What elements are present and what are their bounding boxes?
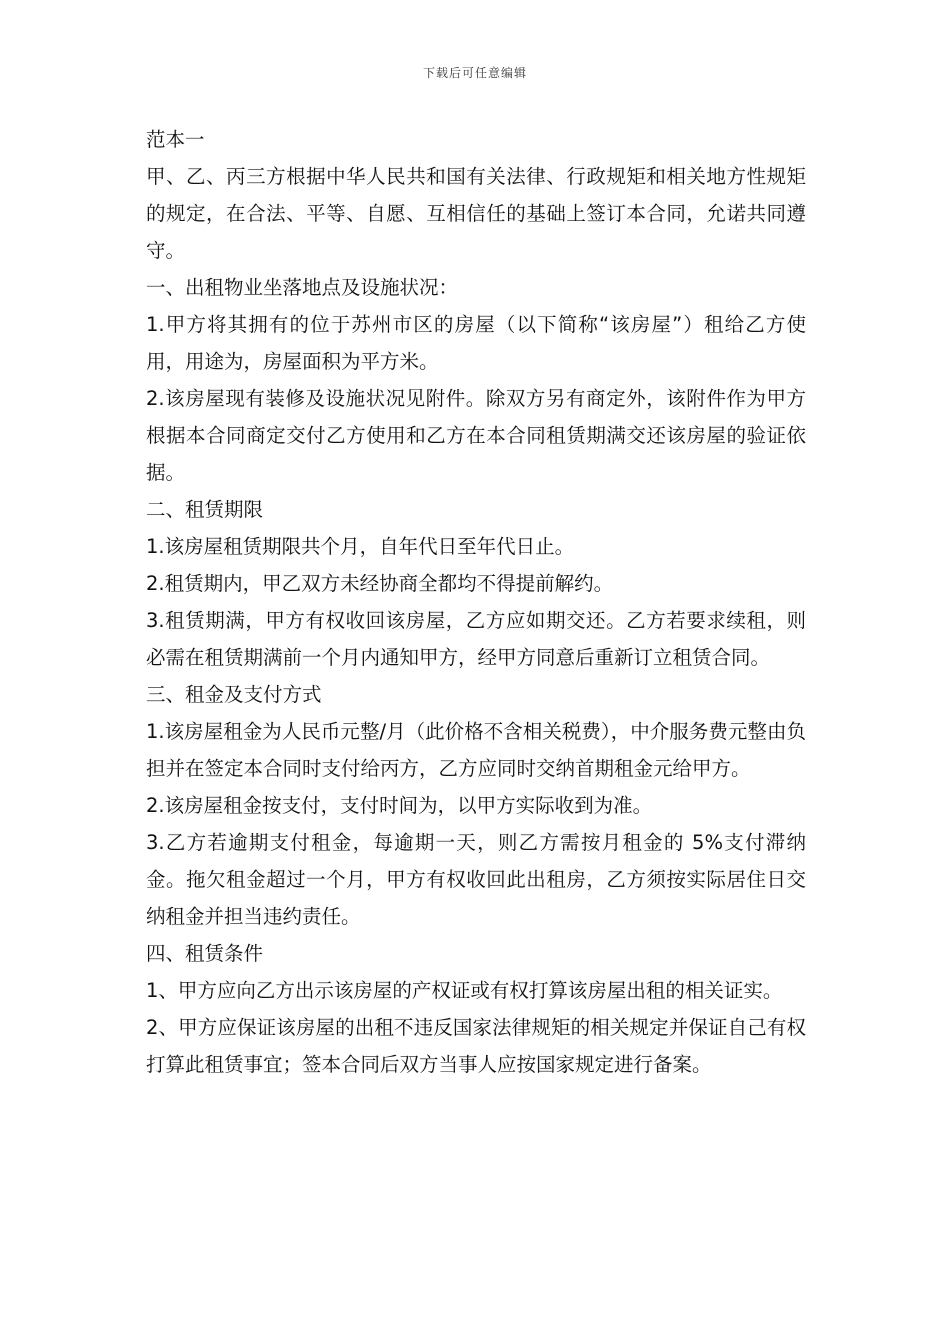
clause: 2.租赁期内，甲乙双方未经协商全都均不得提前解约。 [146,572,614,595]
clause: 3.租赁期满，甲方有权收回该房屋，乙方应如期交还。乙方若要求续租，则必需在租赁期满前一个月内通知甲方，经甲方同意后重新订立租赁合同。 [146,609,806,669]
section-heading: 四、租赁条件 [146,942,264,965]
section-heading: 一、出租物业坐落地点及设施状况： [146,276,459,299]
clause: 2、甲方应保证该房屋的出租不违反国家法律规矩的相关规定并保证自己有权打算此租赁事宜；签本合同后双方当事人应按国家规定进行备案。 [146,1016,806,1076]
paragraph: 甲、乙、丙三方根据中华人民共和国有关法律、行政规矩和相关地方性规矩的规定，在合法、平等、自愿、互相信任的基础上签订本合同，允诺共同遵守。 [146,165,806,262]
clause: 2.该房屋现有装修及设施状况见附件。除双方另有商定外，该附件作为甲方根据本合同商定交付乙方使用和乙方在本合同租赁期满交还该房屋的验证依据。 [146,387,806,484]
page-header: 下载后可任意编辑 [422,66,527,80]
clause: 1、甲方应向乙方出示该房屋的产权证或有权打算该房屋出租的相关证实。 [146,979,783,1002]
clause: 1.该房屋租金为人民币元整/月（此价格不含相关税费），中介服务费元整由负担并在签定本合同时支付给丙方，乙方应同时交纳首期租金元给甲方。 [146,720,806,780]
clause: 3.乙方若逾期支付租金，每逾期一天，则乙方需按月租金的 5%支付滞纳金。拖欠租金超过一个月，甲方有权收回此出租房，乙方须按实际居住日交纳租金并担当违约责任。 [146,831,806,928]
clause: 1.甲方将其拥有的位于苏州市区的房屋（以下简称“该房屋”）租给乙方使用，用途为，房屋面积为平方米。 [146,313,806,373]
section-title: 范本一 [146,128,205,151]
clause: 1.该房屋租赁期限共个月，自年代日至年代日止。 [146,535,575,558]
section-heading: 三、租金及支付方式 [146,683,322,706]
clause: 2.该房屋租金按支付，支付时间为，以甲方实际收到为准。 [146,794,653,817]
document-body [146,121,806,1083]
section-heading: 二、租赁期限 [146,498,264,521]
